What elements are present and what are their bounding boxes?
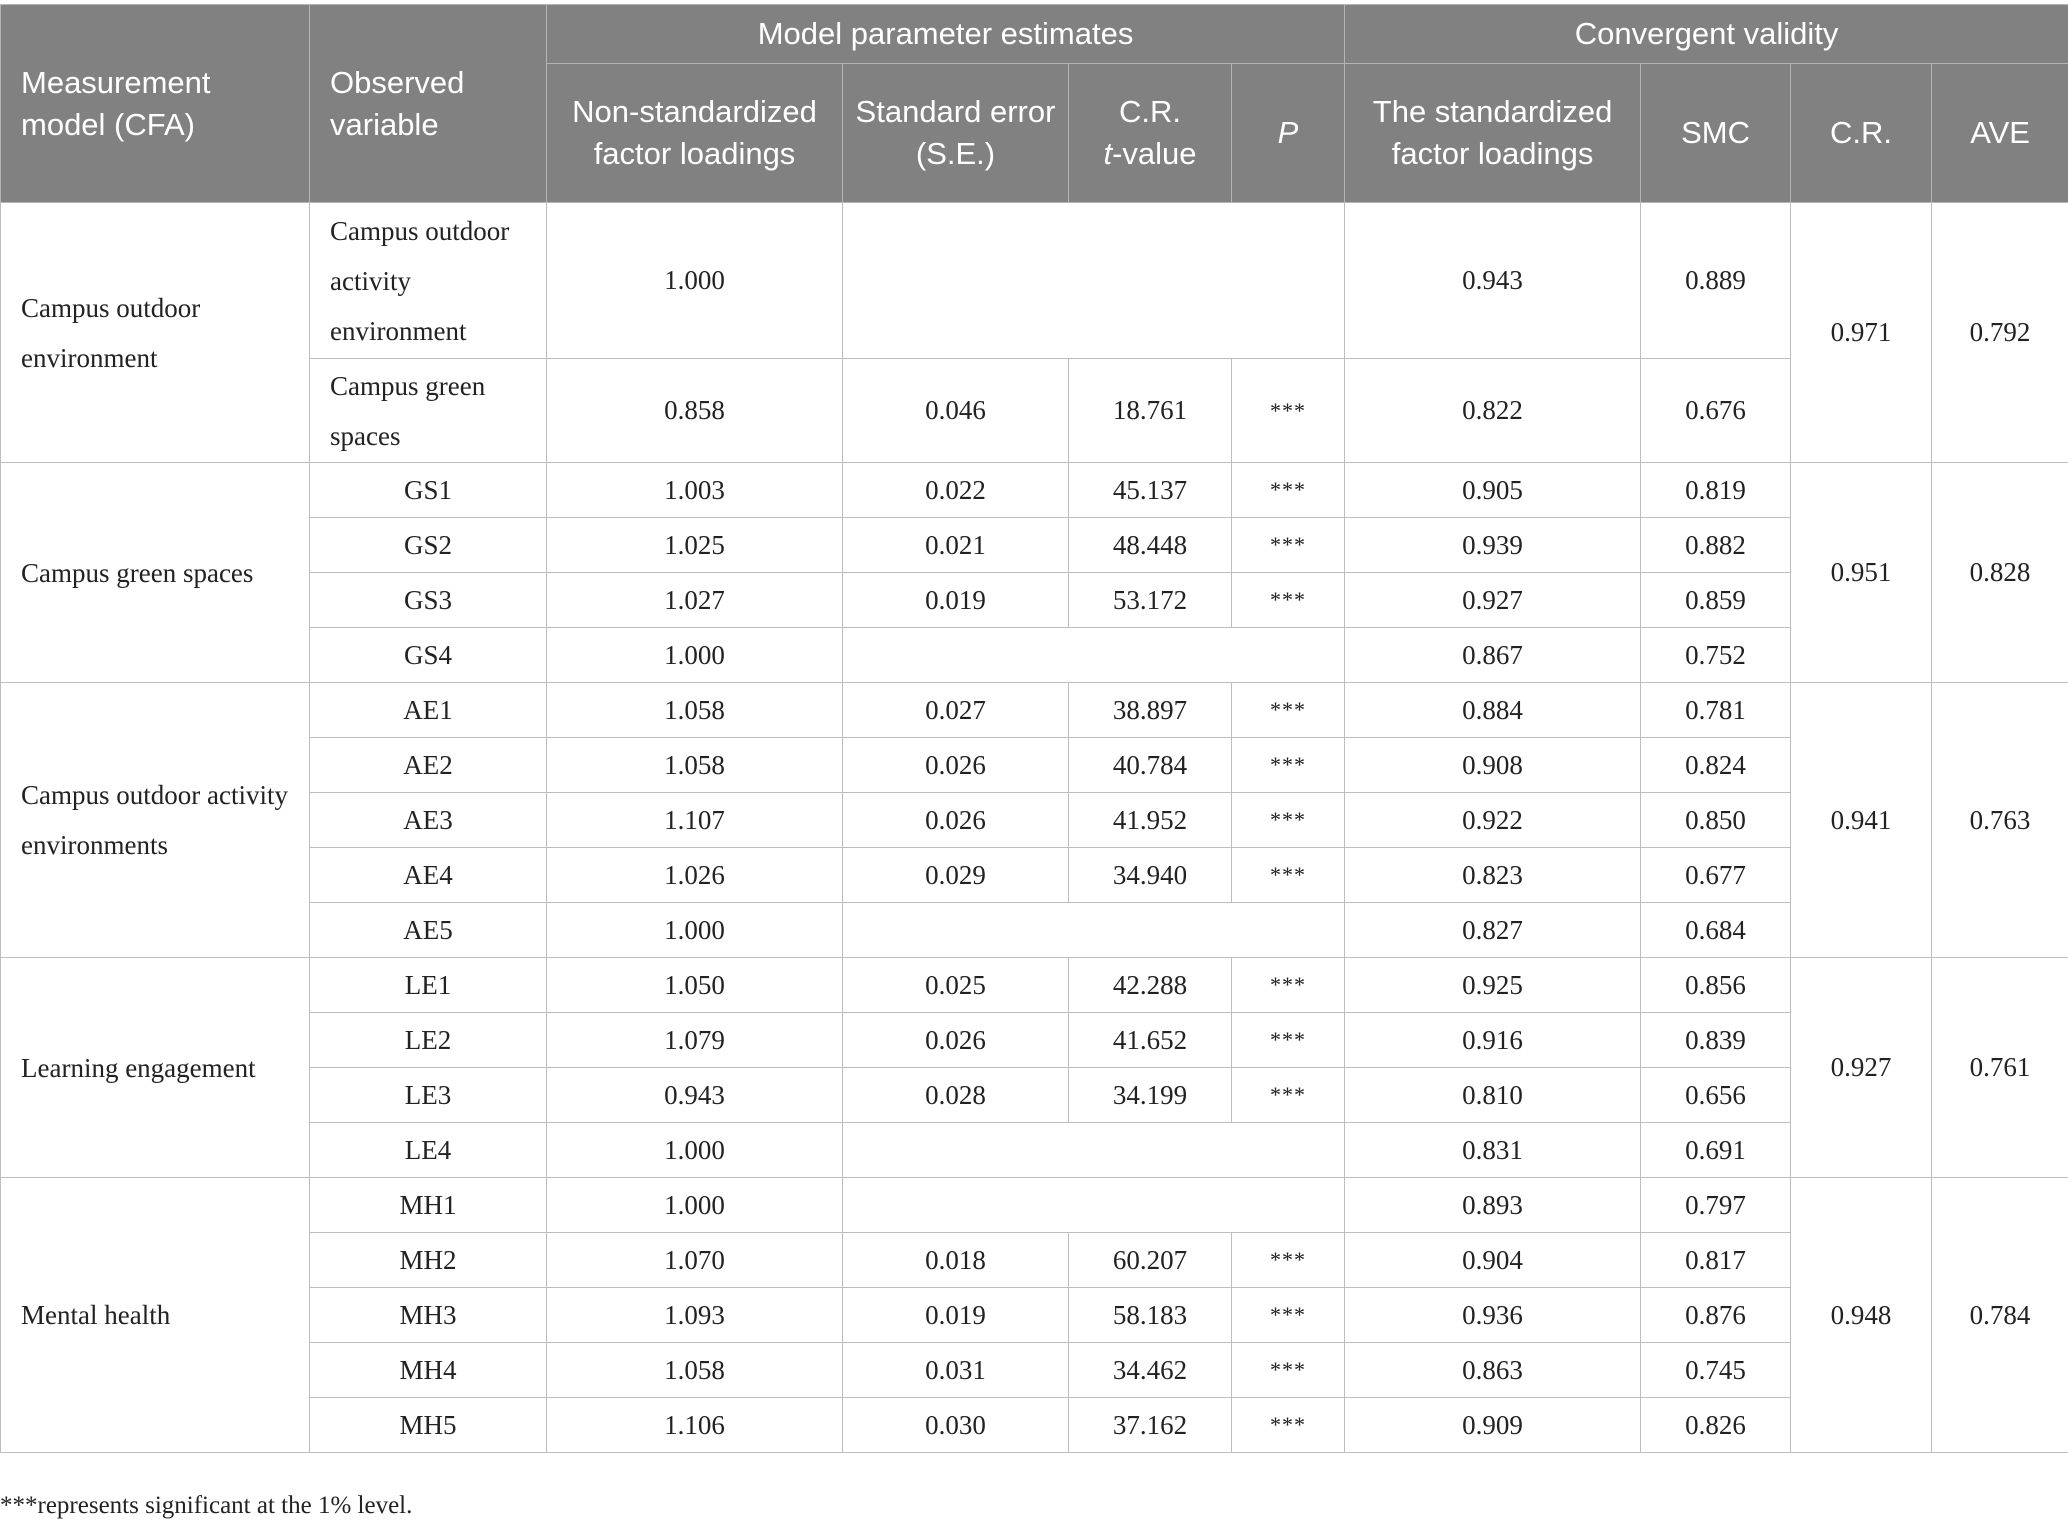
table-row	[1, 1178, 2068, 1233]
standardized-loading-cell: 0.927	[1345, 573, 1641, 628]
nonstandardized-loading-cell: 1.025	[547, 518, 843, 573]
standardized-loading-cell: 0.943	[1345, 203, 1641, 359]
cr-t-value-cell: 38.897	[1069, 683, 1232, 738]
smc-cell: 0.656	[1641, 1068, 1791, 1123]
standardized-loading-cell: 0.925	[1345, 958, 1641, 1013]
table-body	[1, 203, 2068, 1453]
standard-error-cell: 0.021	[843, 518, 1069, 573]
ave-cell: 0.784	[1932, 1178, 2068, 1453]
observed-variable-cell: GS2	[310, 518, 547, 573]
p-value-cell: ***	[1232, 1013, 1345, 1068]
standard-error-cell: 0.028	[843, 1068, 1069, 1123]
standard-error-cell: 0.018	[843, 1233, 1069, 1288]
cr-t-value-cell: 41.652	[1069, 1013, 1232, 1068]
ave-cell: 0.761	[1932, 958, 2068, 1178]
p-value-cell: ***	[1232, 958, 1345, 1013]
p-value-cell: ***	[1232, 1288, 1345, 1343]
observed-variable-cell: MH5	[310, 1398, 547, 1453]
header-cr: C.R.	[1791, 64, 1932, 203]
smc-cell: 0.876	[1641, 1288, 1791, 1343]
header-cr-t-value-prefix: C.R.	[1119, 94, 1181, 129]
standard-error-cell: 0.046	[843, 359, 1069, 463]
standard-error-cell: 0.026	[843, 1013, 1069, 1068]
observed-variable-cell: AE1	[310, 683, 547, 738]
header-group-model-parameter-estimates: Model parameter estimates	[547, 5, 1345, 64]
cr-t-value-cell: 18.761	[1069, 359, 1232, 463]
measurement-model-cell: Learning engagement	[1, 958, 310, 1178]
composite-reliability-cell: 0.951	[1791, 463, 1932, 683]
cr-t-value-cell: 37.162	[1069, 1398, 1232, 1453]
header-p	[1232, 64, 1345, 203]
standardized-loading-cell: 0.867	[1345, 628, 1641, 683]
table-row	[1, 848, 2068, 903]
cr-t-value-cell: 34.940	[1069, 848, 1232, 903]
measurement-model-cell: Campus outdoor environment	[1, 203, 310, 463]
table-row	[1, 359, 2068, 463]
nonstandardized-loading-cell: 0.858	[547, 359, 843, 463]
standardized-loading-cell: 0.904	[1345, 1233, 1641, 1288]
observed-variable-cell: GS1	[310, 463, 547, 518]
empty-parameter-cell	[843, 203, 1345, 359]
nonstandardized-loading-cell: 1.003	[547, 463, 843, 518]
smc-cell: 0.745	[1641, 1343, 1791, 1398]
header-ave: AVE	[1932, 64, 2068, 203]
standardized-loading-cell: 0.893	[1345, 1178, 1641, 1233]
nonstandardized-loading-cell: 1.107	[547, 793, 843, 848]
nonstandardized-loading-cell: 1.093	[547, 1288, 843, 1343]
cr-t-value-cell: 42.288	[1069, 958, 1232, 1013]
nonstandardized-loading-cell: 1.058	[547, 738, 843, 793]
p-value-cell: ***	[1232, 1233, 1345, 1288]
observed-variable-cell: LE3	[310, 1068, 547, 1123]
header-standard-error: Standard error (S.E.)	[843, 64, 1069, 203]
standard-error-cell: 0.022	[843, 463, 1069, 518]
smc-cell: 0.826	[1641, 1398, 1791, 1453]
table-row	[1, 463, 2068, 518]
standard-error-cell: 0.030	[843, 1398, 1069, 1453]
header-nonstandardized-loadings: Non-standardized factor loadings	[547, 64, 843, 203]
p-value-cell: ***	[1232, 1398, 1345, 1453]
standard-error-cell: 0.019	[843, 1288, 1069, 1343]
smc-cell: 0.752	[1641, 628, 1791, 683]
nonstandardized-loading-cell: 1.027	[547, 573, 843, 628]
smc-cell: 0.824	[1641, 738, 1791, 793]
p-value-cell: ***	[1232, 848, 1345, 903]
composite-reliability-cell: 0.971	[1791, 203, 1932, 463]
p-value-cell: ***	[1232, 738, 1345, 793]
observed-variable-cell: Campus green spaces	[310, 359, 547, 463]
table-row	[1, 1398, 2068, 1453]
smc-cell: 0.889	[1641, 203, 1791, 359]
p-value-cell: ***	[1232, 683, 1345, 738]
observed-variable-cell: MH3	[310, 1288, 547, 1343]
table-row	[1, 628, 2068, 683]
header-standardized-loadings: The standardized factor loadings	[1345, 64, 1641, 203]
observed-variable-cell: GS3	[310, 573, 547, 628]
observed-variable-cell: LE1	[310, 958, 547, 1013]
cr-t-value-cell: 40.784	[1069, 738, 1232, 793]
composite-reliability-cell: 0.927	[1791, 958, 1932, 1178]
observed-variable-cell: MH2	[310, 1233, 547, 1288]
cr-t-value-cell: 58.183	[1069, 1288, 1232, 1343]
composite-reliability-cell: 0.948	[1791, 1178, 1932, 1453]
observed-variable-cell: GS4	[310, 628, 547, 683]
observed-variable-cell: LE4	[310, 1123, 547, 1178]
standardized-loading-cell: 0.810	[1345, 1068, 1641, 1123]
p-value-cell: ***	[1232, 463, 1345, 518]
nonstandardized-loading-cell: 1.000	[547, 203, 843, 359]
smc-cell: 0.817	[1641, 1233, 1791, 1288]
nonstandardized-loading-cell: 1.058	[547, 683, 843, 738]
observed-variable-cell: AE2	[310, 738, 547, 793]
header-measurement-model: Measurement model (CFA)	[1, 5, 310, 203]
p-value-cell: ***	[1232, 518, 1345, 573]
smc-cell: 0.677	[1641, 848, 1791, 903]
nonstandardized-loading-cell: 1.000	[547, 1123, 843, 1178]
table-row	[1, 793, 2068, 848]
cr-t-value-cell: 34.199	[1069, 1068, 1232, 1123]
measurement-model-cell: Mental health	[1, 1178, 310, 1453]
observed-variable-cell: LE2	[310, 1013, 547, 1068]
nonstandardized-loading-cell: 1.000	[547, 628, 843, 683]
header-cr-t-value-italic: t	[1103, 136, 1113, 171]
standardized-loading-cell: 0.939	[1345, 518, 1641, 573]
table-row	[1, 203, 2068, 359]
cr-t-value-cell: 60.207	[1069, 1233, 1232, 1288]
nonstandardized-loading-cell: 1.106	[547, 1398, 843, 1453]
standard-error-cell: 0.031	[843, 1343, 1069, 1398]
nonstandardized-loading-cell: 1.050	[547, 958, 843, 1013]
table-row	[1, 1013, 2068, 1068]
smc-cell: 0.797	[1641, 1178, 1791, 1233]
cfa-results-table	[0, 4, 2068, 1453]
standardized-loading-cell: 0.908	[1345, 738, 1641, 793]
cr-t-value-cell: 34.462	[1069, 1343, 1232, 1398]
table-footnote: ***represents significant at the 1% level.	[0, 1492, 413, 1519]
empty-parameter-cell	[843, 1178, 1345, 1233]
smc-cell: 0.850	[1641, 793, 1791, 848]
table-row	[1, 573, 2068, 628]
observed-variable-cell: AE5	[310, 903, 547, 958]
measurement-model-cell: Campus outdoor activity environments	[1, 683, 310, 958]
table-row	[1, 958, 2068, 1013]
standardized-loading-cell: 0.827	[1345, 903, 1641, 958]
standardized-loading-cell: 0.863	[1345, 1343, 1641, 1398]
nonstandardized-loading-cell: 0.943	[547, 1068, 843, 1123]
standardized-loading-cell: 0.884	[1345, 683, 1641, 738]
empty-parameter-cell	[843, 1123, 1345, 1178]
table-row	[1, 1233, 2068, 1288]
observed-variable-cell: MH4	[310, 1343, 547, 1398]
smc-cell: 0.856	[1641, 958, 1791, 1013]
table-row	[1, 1123, 2068, 1178]
observed-variable-cell: MH1	[310, 1178, 547, 1233]
ave-cell: 0.763	[1932, 683, 2068, 958]
composite-reliability-cell: 0.941	[1791, 683, 1932, 958]
cr-t-value-cell: 41.952	[1069, 793, 1232, 848]
observed-variable-cell: AE3	[310, 793, 547, 848]
table-row	[1, 518, 2068, 573]
nonstandardized-loading-cell: 1.000	[547, 903, 843, 958]
empty-parameter-cell	[843, 903, 1345, 958]
smc-cell: 0.691	[1641, 1123, 1791, 1178]
table-row	[1, 903, 2068, 958]
p-value-cell: ***	[1232, 573, 1345, 628]
ave-cell: 0.828	[1932, 463, 2068, 683]
header-cr-t-value-suffix: -value	[1112, 136, 1197, 171]
header-cr-t-value	[1069, 64, 1232, 203]
standardized-loading-cell: 0.922	[1345, 793, 1641, 848]
smc-cell: 0.819	[1641, 463, 1791, 518]
standardized-loading-cell: 0.905	[1345, 463, 1641, 518]
smc-cell: 0.882	[1641, 518, 1791, 573]
standardized-loading-cell: 0.936	[1345, 1288, 1641, 1343]
nonstandardized-loading-cell: 1.000	[547, 1178, 843, 1233]
observed-variable-cell: Campus outdoor activity environment	[310, 203, 547, 359]
p-value-cell: ***	[1232, 1343, 1345, 1398]
cr-t-value-cell: 48.448	[1069, 518, 1232, 573]
cr-t-value-cell: 45.137	[1069, 463, 1232, 518]
p-value-cell: ***	[1232, 1068, 1345, 1123]
standardized-loading-cell: 0.822	[1345, 359, 1641, 463]
table-row	[1, 1288, 2068, 1343]
standardized-loading-cell: 0.909	[1345, 1398, 1641, 1453]
nonstandardized-loading-cell: 1.079	[547, 1013, 843, 1068]
header-group-convergent-validity: Convergent validity	[1345, 5, 2068, 64]
standard-error-cell: 0.026	[843, 793, 1069, 848]
smc-cell: 0.684	[1641, 903, 1791, 958]
standard-error-cell: 0.027	[843, 683, 1069, 738]
standard-error-cell: 0.025	[843, 958, 1069, 1013]
standardized-loading-cell: 0.823	[1345, 848, 1641, 903]
cr-t-value-cell: 53.172	[1069, 573, 1232, 628]
standard-error-cell: 0.026	[843, 738, 1069, 793]
measurement-model-cell: Campus green spaces	[1, 463, 310, 683]
table-row	[1, 1068, 2068, 1123]
header-p-label: P	[1277, 115, 1299, 150]
nonstandardized-loading-cell: 1.058	[547, 1343, 843, 1398]
p-value-cell: ***	[1232, 359, 1345, 463]
smc-cell: 0.859	[1641, 573, 1791, 628]
smc-cell: 0.839	[1641, 1013, 1791, 1068]
observed-variable-cell: AE4	[310, 848, 547, 903]
header-observed-variable: Observed variable	[310, 5, 547, 203]
standard-error-cell: 0.029	[843, 848, 1069, 903]
table-row	[1, 1343, 2068, 1398]
standardized-loading-cell: 0.831	[1345, 1123, 1641, 1178]
nonstandardized-loading-cell: 1.070	[547, 1233, 843, 1288]
standard-error-cell: 0.019	[843, 573, 1069, 628]
smc-cell: 0.676	[1641, 359, 1791, 463]
standardized-loading-cell: 0.916	[1345, 1013, 1641, 1068]
header-smc: SMC	[1641, 64, 1791, 203]
empty-parameter-cell	[843, 628, 1345, 683]
table-row	[1, 738, 2068, 793]
p-value-cell: ***	[1232, 793, 1345, 848]
ave-cell: 0.792	[1932, 203, 2068, 463]
smc-cell: 0.781	[1641, 683, 1791, 738]
table-row	[1, 683, 2068, 738]
nonstandardized-loading-cell: 1.026	[547, 848, 843, 903]
